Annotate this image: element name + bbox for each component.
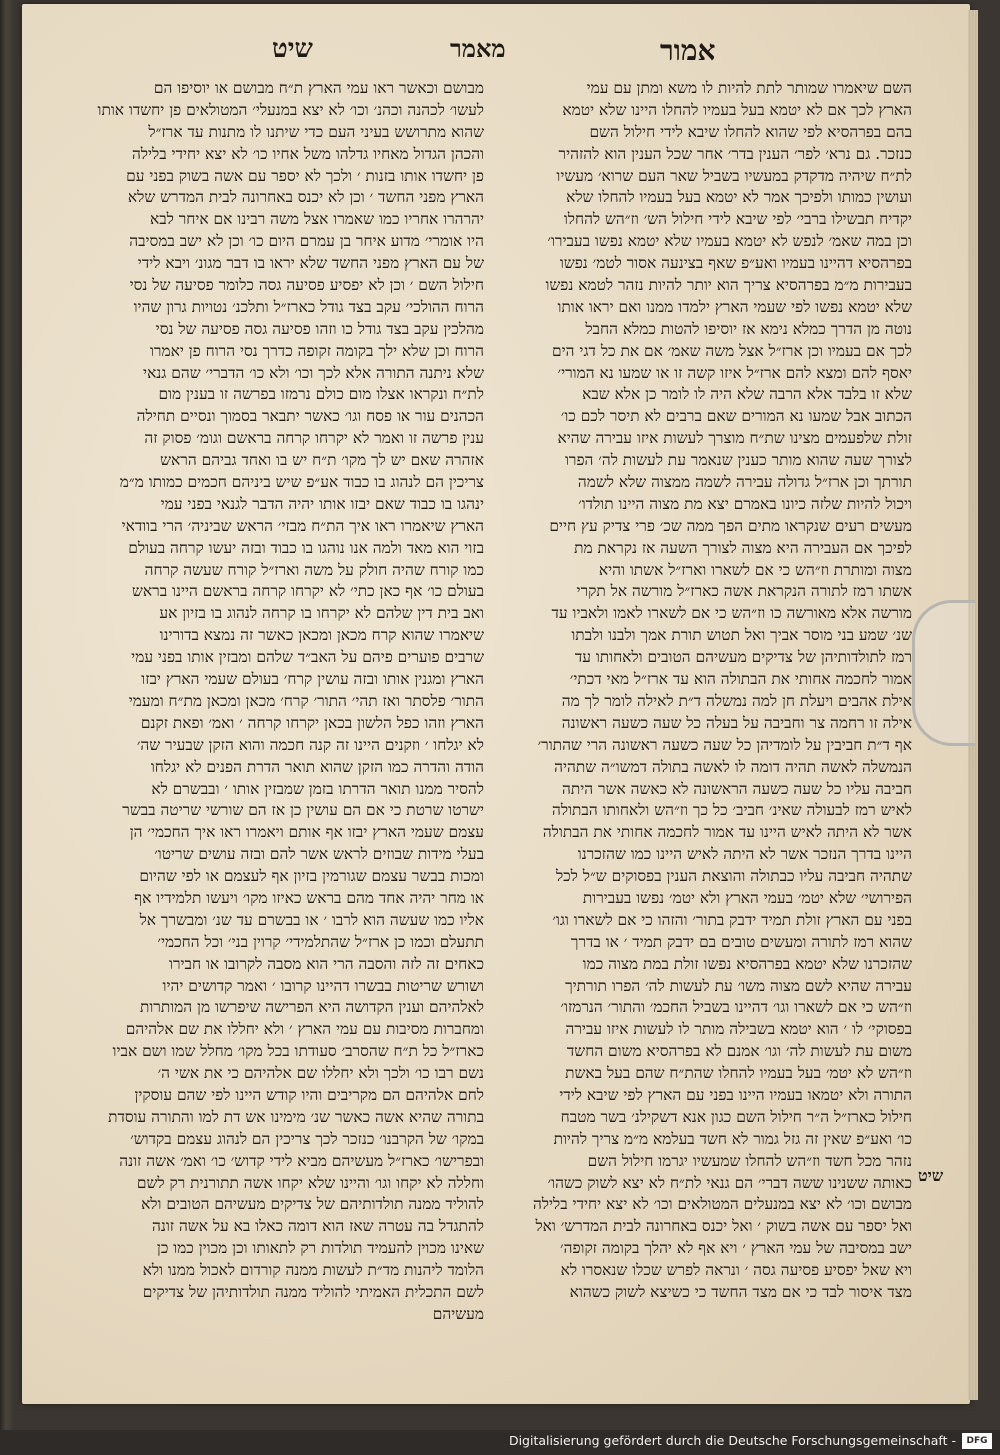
text-line: זולת שלפעמים מצינו שת״ח מוצרך לעשות איזו עבירה שהיא	[557, 429, 912, 448]
text-line: וז״הש לא יטמ׳ בעל בעמיו להחלו שהת״ח שהם בעל באשת	[565, 1064, 912, 1083]
text-line: הרוח וכן שלא ילך בקומה זקופה כדרך נסי הרוח פן יאמרו	[149, 341, 484, 360]
text-line: נשם רבו כו׳ ולכך ולא יחללו שם אלהיהם כי את אשי ה׳	[157, 1064, 484, 1083]
text-line: ואל יספר עם אשה בשוק ׳ ואל יכנס באחרונה לבית המדרש׳ ואל	[535, 1217, 912, 1236]
text-line: הארץ שיאמרו ראו איך הת״ח מבזי׳ הראש שביניה׳ הרי בוודאי	[121, 516, 484, 535]
text-line: הארץ לכך אם לא יטמא בעל בעמיו להחלו היינו שלא יטמא	[562, 100, 912, 119]
text-line: בתורה שהיא אשה כאשר שנ׳ מימינו אש דת למו והתורה עוסדת	[108, 1107, 484, 1126]
text-line: וחללה לא יקחו וגו׳ והיינו שלא יקחו אשה תתורנית רק לשם	[136, 1173, 484, 1192]
marginal-note: שיט	[918, 1166, 944, 1185]
text-line: אזהרה שאם יש לך מקו׳ ת״ח יש בו ואחד גביהם הראש	[160, 451, 484, 470]
text-line: הכתוב אבל שמעו נא המורים שאם ברבים לא תיסר לכם כו׳	[560, 407, 912, 426]
text-line: השם שיאמרו שמותר לתת להיות לו משא ומתן עם עמי	[586, 79, 912, 97]
text-line: שיאמרו שהוא קרח מכאן ומכאן כאשר זה נמצא בדורינו	[159, 626, 484, 645]
text-line: נזהר מכל חשד וז״הש להחלו שמעשיו יגרמו חילול השם	[587, 1151, 912, 1170]
text-line: ומכות בבשר עצמם שגורמין בזיון אף לעצמם או לפי שהיום	[139, 867, 484, 886]
text-line: לת״ח שיהיה מדקדק במעשיו בשביל שאר העם שרוא׳ מעשיו	[556, 166, 912, 185]
text-line: בפני עם הארץ זולת תמיד ידבק בתור׳ והזהו כי אם לשארו וגו׳	[552, 910, 912, 929]
text-line: מבושם וכאשר ראו עמי הארץ ת״ח מבושם או יוסיפו הם	[153, 79, 484, 97]
text-line: לעשו׳ לכהנה וכהנ׳ וכו׳ לא יצא במנעלי׳ המטולאים פן יחשדו אותו	[97, 100, 484, 119]
text-line: ויכול להיות שלזה כיונו באמרם יצא מת מצוה היינו תולדו׳	[578, 494, 912, 513]
text-line: תורתך וכן ארז״ל גדולה עבירה לשמה ממצוה שלא לשמה	[577, 473, 912, 492]
text-line: כמו קורח שהיה חולק על משה וארז״ל קורח שעשה קרחה	[144, 560, 484, 579]
text-line: ואב בית דין שלהם לא יקרחו בו קרחה לנהוג בו בזיון אע	[159, 604, 484, 623]
text-line: בעלי מידות שבוזים לראש אשר להם ובזה עושים שריטו׳	[154, 845, 484, 864]
text-line: ישב במסיבה של עמי הארץ ׳ ויא אף לא יהלך בקומה זקופה׳	[560, 1239, 912, 1258]
text-line: לכך אם בעמיו וכן ארז״ל אצל משה שאמ׳ אם את כל דגי הים	[552, 341, 912, 360]
right-text-column	[488, 78, 912, 1304]
dfg-logo-icon: DFG	[962, 1433, 992, 1449]
text-line: הלומד ליהנות מד״ת לעשות ממנה קורדום לאכול ממנו ולא	[142, 1261, 484, 1280]
text-line: לחם אלהיהם הם מקריבים והיו קודש היינו לפי שהם עוסקין	[134, 1085, 484, 1104]
text-line: אילה זו רחמה צר וחביבה על בעלה כל שעה כשעה ראשונה	[561, 713, 912, 732]
text-line: חילול כארז״ל ה״ר חילול השם כגון אנא דשקילנ׳ בשר מטבח	[560, 1107, 912, 1126]
text-line: מצוה ומותרת וז״הש כי אם לשארו וארז״ל אשתו והיא	[598, 560, 912, 579]
text-line: מבושם וכו׳ לא יצא במנעלים המטולאים וכו׳ לא יצא יחידי בלילה	[532, 1195, 912, 1214]
left-text-column	[52, 78, 484, 1326]
text-line: וז״הש כי אם לשארו וגו׳ דהיינו בשביל החכמ׳ והתור׳ הנרמזו׳	[560, 998, 912, 1017]
text-line: הארץ מפני החשד ׳ וכן לא יכנס באחרונה לבית המדרש שלא	[127, 188, 484, 207]
text-line: להוליד ממנה תולדותיהם של צדיקים מעשיהם הטובים ולא	[141, 1195, 484, 1214]
text-line: שלא זו בלבד אלא הרבה שלא היה לו לומר כן אלא שבא	[582, 385, 912, 404]
text-line: שלא ניתנה התורה אלא לכך וכו׳ ולא כו׳ הדברי׳ שהם גנאי	[143, 363, 484, 382]
text-line: אליו כמו שעשה הוא לרבו ׳ או בבשרם עד שנ׳ ומבשרך אל	[139, 910, 484, 929]
text-line: בהם בפרהסיא לפי שהוא להחלו שיבא לידי חילול השם	[589, 122, 912, 141]
text-line: להסיר ממנו תואר הדרתו בזמן שמבזין אותו ׳ ובבשרם לא	[151, 779, 484, 798]
funding-notice: Digitalisierung gefördert durch die Deutsche Forschungsgemeinschaft -	[508, 1433, 956, 1448]
text-line: ויא שאל יפסיע פסיעה גסה ׳ ונראה לפרש שכלו שנאסרו לא	[560, 1261, 912, 1280]
text-line: לשם התכלית האמיתי להוליד ממנה תולדותיהן של צדיקים	[142, 1282, 484, 1301]
text-line: אשתו רמז לתורה הנקראת אשה כארז״ל מורשה אל תקרי	[576, 582, 912, 601]
text-line: מעשים רעים שנקראו מתים הפך ממה שכ׳ פרי צדיק עץ חיים	[549, 516, 912, 535]
text-line: הודה והדרה כמו הזקן שהוא תואר הדרת הפנים לא יגלחו	[150, 757, 484, 776]
text-line: לפיכך אם העבירה היא מצוה לצורך השעה אז נקראת מת	[574, 538, 912, 557]
text-line: לצורך שעה שהוא מותר כענין שנאמר עת לעשות לה׳ הפרו	[564, 451, 912, 470]
text-line: אף ד״ת חביבין על לומדיהן כל שעה כשעה ראשונה הרי שהתור׳	[537, 735, 912, 754]
text-line: כאחים זה לזה והסבה הרי הוא מסבה לקרובו או חבירו	[169, 954, 484, 973]
text-line: יאסף להם ומצא להם ארז״ל איזו קשה זו או שמעו נא המורי׳	[557, 363, 912, 382]
text-line: שהוא רמז לתורה ומעשים טובים בם ידבק תמיד ׳ או בדרך	[570, 932, 912, 951]
text-line: היינו בדרך הנזכר אשר לא היתה לאיש היינו כמו שהזכרנו	[577, 845, 912, 864]
text-line: בפסוקי׳ לו ׳ הוא יטמא בשבילה מותר לו לעשות איזו עבירה	[565, 1020, 912, 1039]
text-line: לא יגלחו ׳ וזקנים היינו זה קנה חכמה והוא הזקן שבעיר שה׳	[136, 735, 484, 754]
text-line: כו׳ ואע״פ שאין זה גזל גמור לא חשד בעלמא מ״מ צריך להיות	[553, 1129, 912, 1148]
text-line: הרוח ההולכי׳ עקב בצד גודל כארז״ל ותלכנ׳ נטויות גרון שהיו	[133, 297, 484, 316]
text-line: ועושין כמותו ולפיכך אמר לא יטמא בעל בעמיו להחלו שלא	[566, 188, 912, 207]
text-line: שאינו מכוין להעמיד תולדות רק לתאותו וכן מכוין כמו כן	[156, 1239, 484, 1258]
text-line: והכהן הגדול מאחיו גדלהו משל אחיו כו׳ לא יצא יחידי בלילה	[131, 144, 484, 163]
text-line: שלא יטמא נפשו לפי שעמי הארץ ילמדו ממנו ואם יראו אותו	[557, 297, 912, 316]
text-line: משום עת לעשות לה׳ וגו׳ אמנם לא בפרהסיא משום החשד	[566, 1042, 912, 1061]
text-line: בעבירות מ״מ בפרהסיא צריך הוא יותר להיות נזהר לטמא נפשו	[545, 276, 912, 295]
text-line: במקו׳ של הקרבנו׳ כנזכר לכך צריכין הם לנהוג עצמם בקדוש׳	[130, 1129, 484, 1148]
text-line: בזוי הוא מאד ולמה אנו נוהגו בו כבוד ובזה יעשו קרחה בעולם	[128, 538, 484, 557]
text-line: יקדיח תבשילו ברבי׳ לפי שיבא לידי חילול הש׳ וז״הש להחלו	[563, 210, 912, 229]
text-line: תתעלם וכמו כן ארז״ל שהתלמידי׳ קרוין בני׳ וכל החכמי׳	[157, 932, 484, 951]
text-line: אשר לא היתה לאיש היינו עד אמור לחכמה אחותי את הבתולה	[542, 823, 912, 842]
right-running-title: אמור	[660, 34, 716, 67]
text-line: התור׳ פלסתר ואז תהי׳ התור׳ קרח׳ מכאן ומכאן מת״ח ומעמי	[128, 691, 484, 710]
text-line: שהזכרנו שלא יטמא בפרהסיא נפשו זולת במת מצוה כמו	[582, 954, 912, 973]
text-line: להתגדל בה עטרה שאז הוא דומה כאלו בא על אשה זונה	[151, 1217, 484, 1236]
text-line: כאותה ששנינו ששה דברי׳ הם גנאי לת״ח לא יצא לשוק כשהו׳	[547, 1173, 912, 1192]
text-line: התורה ולא יטמאו בעמיו היינו בפני עם הארץ לפי שיבא לידי	[559, 1085, 912, 1104]
text-line: כנזכר. גם נרא׳ לפר׳ הענין בדר׳ אחר שכל הענין הוא להזהיר	[558, 144, 912, 163]
text-line: רמז לתולדותיהן של צדיקים מעשיהם הטובים ולאחותו עד	[574, 648, 912, 667]
text-line: לאיש רמז לבעולה שאינ׳ חביב׳ כל כך וז״הש ולאחותו הבתולה	[552, 801, 912, 820]
text-line: שרבים פוערים פיהם על האב״ד שלהם ומבזין אותו בפני עמי	[131, 648, 484, 667]
text-line: מעשיהם	[432, 1304, 484, 1323]
text-line: חביבה עליו כל שעה כשעה הראשונה לא כאשה אשר היתה	[561, 779, 912, 798]
text-line: של עם הארץ מפני החשד שלא יראו בו דבר מגונ׳ ויבא לידי	[137, 254, 484, 273]
page-clip	[912, 600, 975, 746]
text-line: נוטה מן הדרך כמלא נימא אז יוסיפו להטות כמלא החבל	[585, 319, 912, 338]
text-line: ובפרישו׳ כארז״ל מעשיהם מביא לידי קדוש׳ כו׳ ואמ׳ אשה זונה	[119, 1151, 484, 1170]
text-line: מהלכין עקב בצד גודל כו וזהו פסיעה גסה פסיעה של נסי	[155, 319, 484, 338]
text-line: בפרהסיא דהיינו בעמיו ואע״פ שאף בצינעה אסור לטמ׳ נפשו	[559, 254, 912, 273]
text-line: ושורש שריטות בבשרו דהיינו קרובו ׳ ואמר קדושים יהיו	[162, 976, 484, 995]
text-line: ישרטו שרטת כי אם הם עושין כן אז הם שורשי שריטה בבשר	[122, 801, 484, 820]
text-line: עבירה שהיא לשם מצוה משו׳ עת לעשות לה׳ הפרו תורתיך	[565, 976, 912, 995]
text-line: הארץ ומגנין אותו ובזה עושין קרח׳ בעולם שעמי הארץ יבזו	[141, 670, 484, 689]
text-line: כארז״ל כל ת״ח שהסרב׳ סעודתו בכל מקו׳ מחלל שמו ושם אביו	[112, 1042, 484, 1061]
text-line: מורשה אלא מאורשה כו וז״הש כי אם לשארו לאמו ולאביו עד	[551, 604, 912, 623]
text-line: וכן במה שאמ׳ לנפש לא יטמא בעמיו שלא יטמא נפשו בעבירו׳	[547, 232, 912, 251]
text-line: אילת אהבים ויעלת חן למה נמשלה ד״ת לאילה לומר לך מה	[561, 691, 912, 710]
text-line: עצמם שעמי הארץ יבזו אף אותם ויאמרו ראו איך החכמי׳ הן	[129, 823, 484, 842]
text-line: הפירושי׳ שלא יטמ׳ בעמי הארץ ולא יטמ׳ נפשו בעבירות	[582, 888, 912, 907]
text-line: הכהנים עור או פסח וגו׳ כאשר יתבאר בסמוך ונסיים תחילה	[136, 407, 484, 426]
folio-number: שיט	[272, 34, 313, 64]
text-line: לאלהיהם וענין הקדושה היא הפרישה שיפרשו מן המותרות	[139, 998, 484, 1017]
text-line: צריכין הם לנהוג בו כבוד אע״פ שיש ביניהם חכמים כמותו מ״מ	[119, 473, 484, 492]
text-line: שהוא מתרושש בעיני העם כדי שיתנו לו מתנות עד ארז״ל	[148, 122, 484, 141]
text-line: ענין פרשה זו ואמר לא יקרחו קרחה בראשם וגומ׳ פסוק זה	[144, 429, 484, 448]
text-line: הארץ וזהו כפל הלשון בכאן יקרחו קרחה ׳ ואמ׳ ופאת זקנם	[140, 713, 484, 732]
text-line: שתהיה חביבה עליו כבתולה והוצאת הענין בפסוקים ש״ל לכל	[555, 867, 912, 886]
text-line: לת״ח ונקראו אצלו מום כולם נרמזו בפרשה זו בענין מום	[158, 385, 484, 404]
text-line: בעולם כו׳ אף כאן כתי׳ לא יקרחו קרחה בראשם היינו בראש	[132, 582, 484, 601]
text-line: יהרהרו אחריו כמו שאמרו אצל משה רבינו אם איחר לבא	[149, 210, 484, 229]
text-line: הנמשלה לאשה תהיה דומה לו לאשה בתולה דמשו״ה שתהיה	[554, 757, 912, 776]
text-line: אמור לחכמה אחותי את הבתולה הוא עד ארז״ל מאי דכתי׳	[569, 670, 912, 689]
text-line: שנ׳ שמע בני מוסר אביך ואל תטוש תורת אמך ולבנו ולבתו	[571, 626, 912, 645]
text-line: ומחברות מסיבות עם עמי הארץ ׳ ולא יחללו את שם אלהיהם	[125, 1020, 484, 1039]
running-title: מאמר	[450, 34, 506, 63]
text-line: מצד איסור לבד כי אם מצד החשד כי כשיצא לשוק כשהוא	[569, 1282, 912, 1301]
text-line: או מחר יהיה אחד מהם בראש כאיזו מקו׳ ויעשו תלמידיו אף	[134, 888, 484, 907]
text-line: פן יחשדו אותו בזנות ׳ ולכך לא יספר עם אשה בשוק בפני עם	[126, 166, 484, 185]
text-line: היו אומרי׳ מדוע איחר בן עמרם היום כו׳ וכן לא ישב במסיבה	[129, 232, 484, 251]
text-line: ינהגו בו כבוד שאם יבזו אותו יהיה הדבר לגנאי בפני עמי	[160, 494, 484, 513]
text-line: חילול השם ׳ וכן לא יפסיע פסיעה גסה כלומר פסיעה של נסי	[129, 276, 484, 295]
